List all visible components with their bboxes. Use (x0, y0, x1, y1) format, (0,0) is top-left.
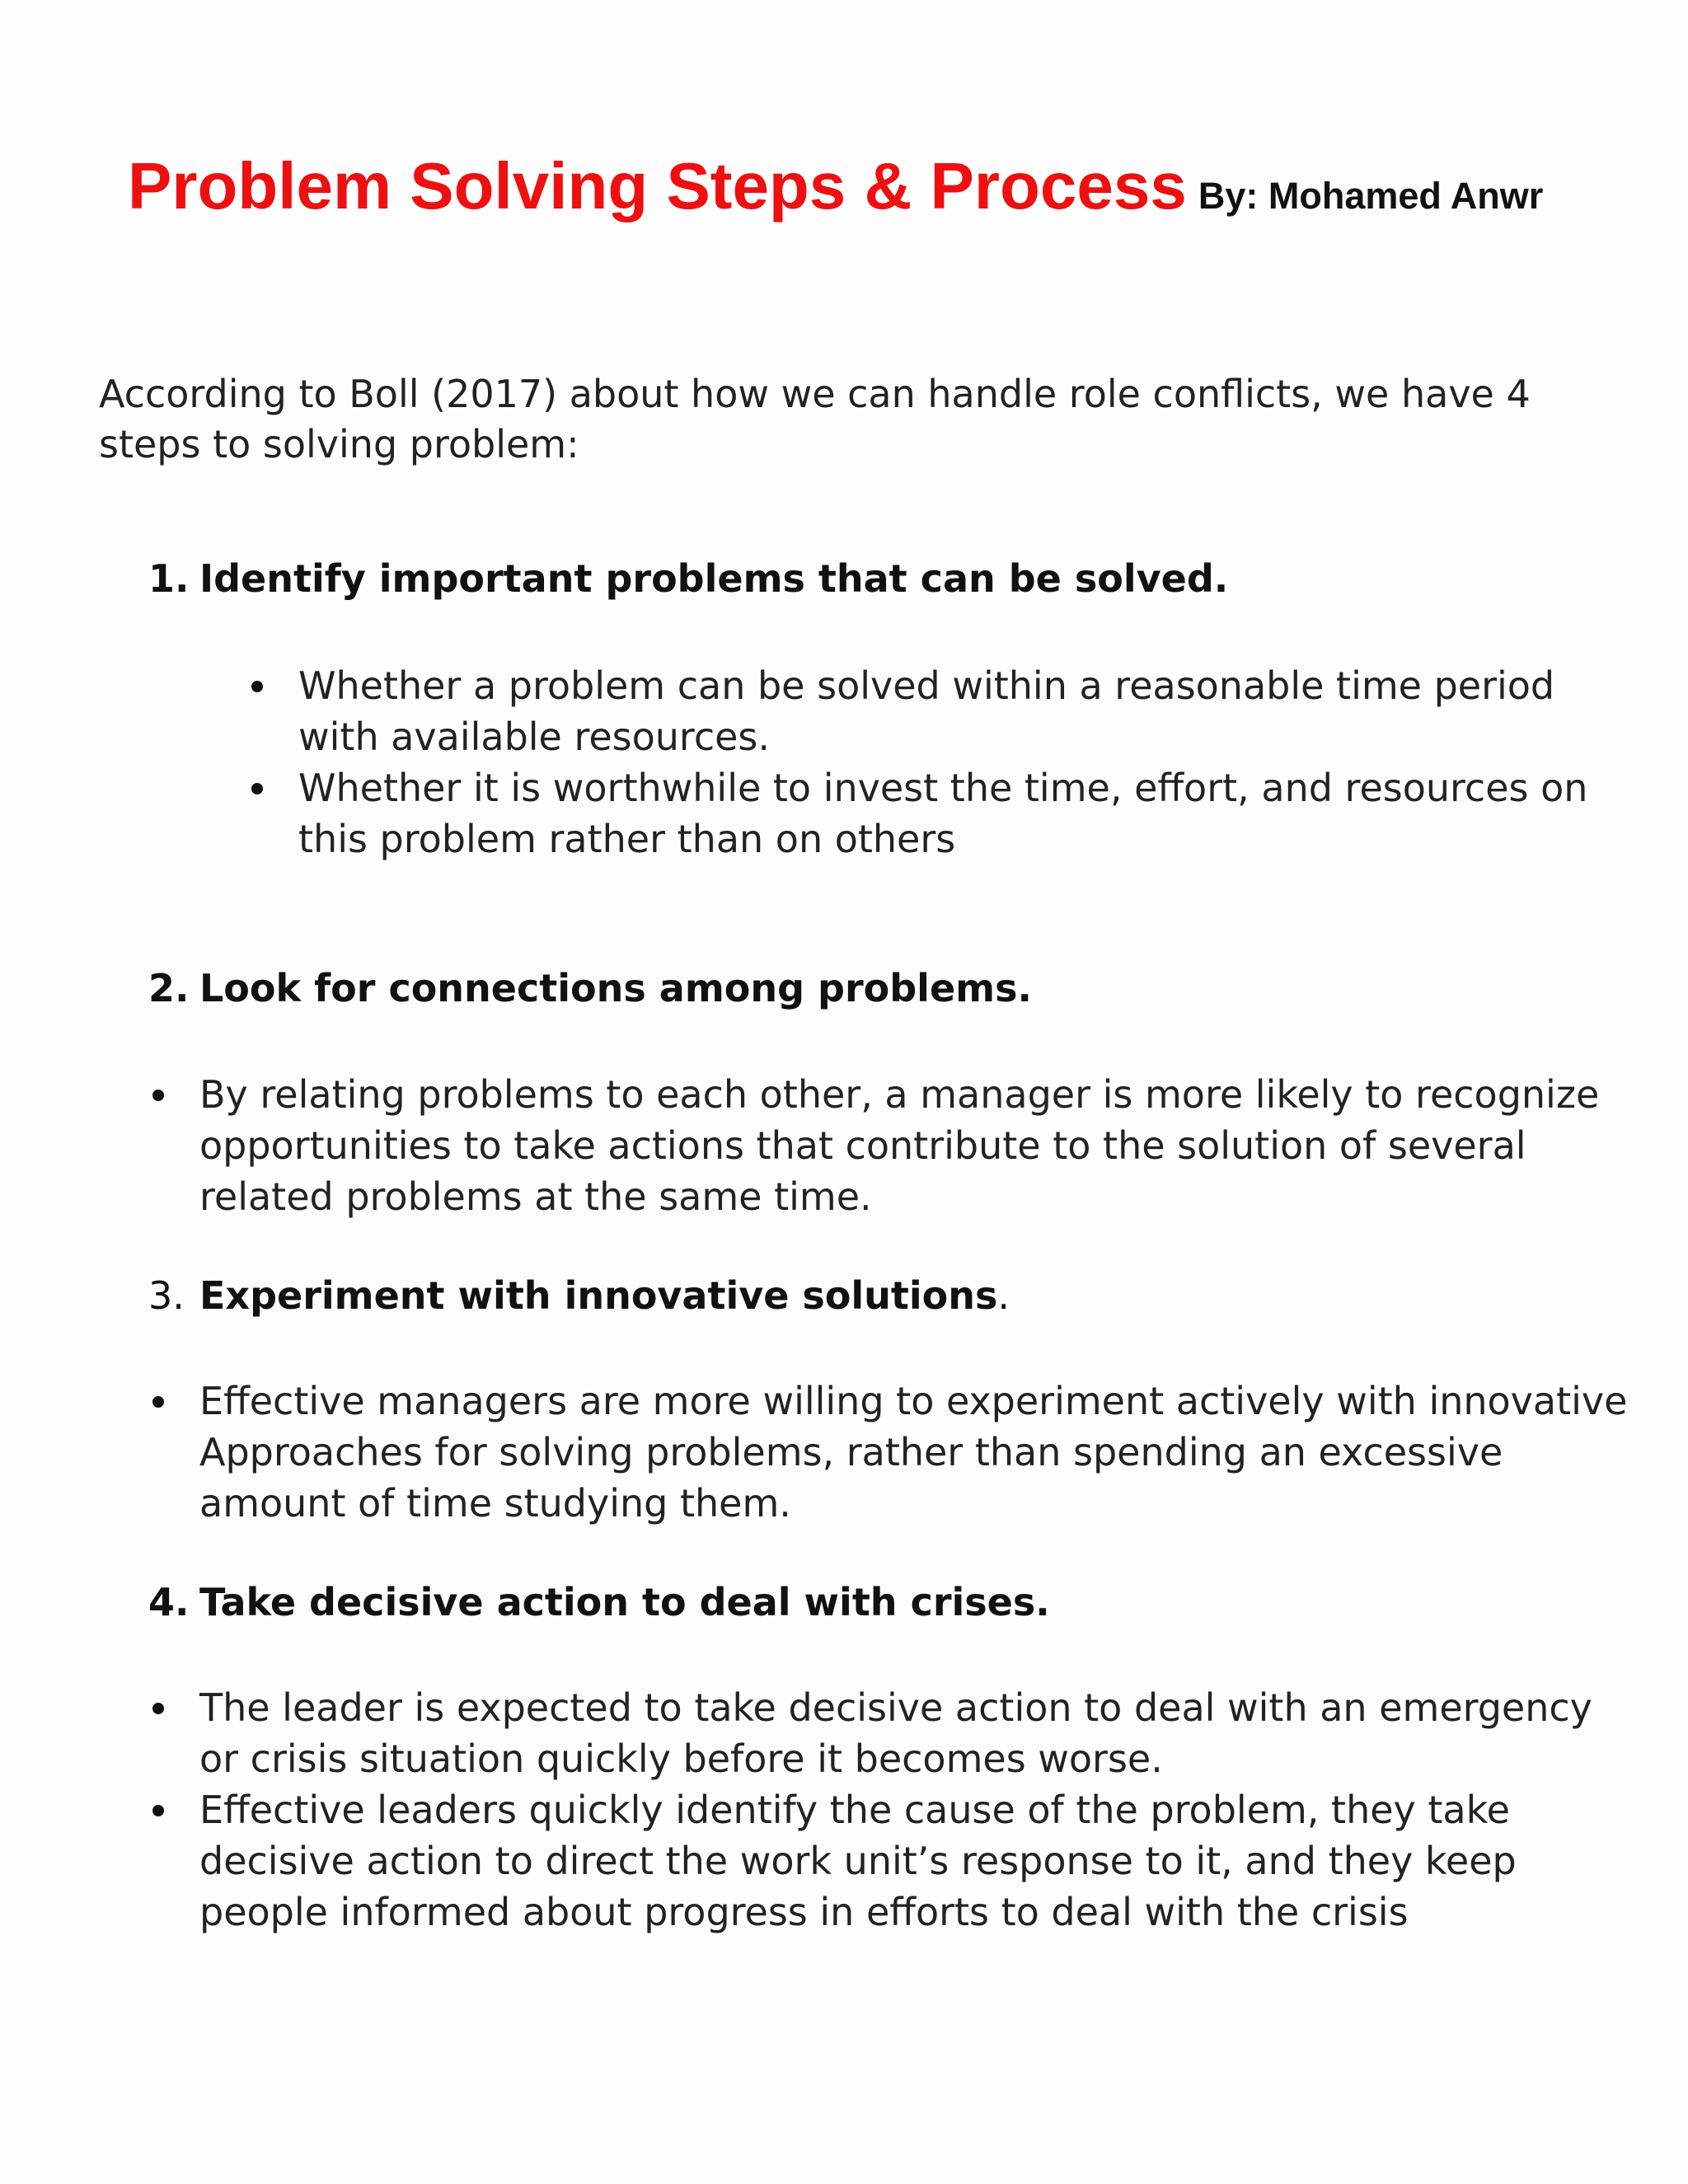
step-number: 2. (148, 966, 190, 1010)
bullet-text: By relating problems to each other, a manager is more likely to recognize opportunities to take actions that contribute to the solution of several related problems at the same time. (199, 1072, 1600, 1219)
bullet-icon (152, 1090, 164, 1101)
list-item (199, 1682, 1634, 1784)
step-title: Experiment with innovative solutions (199, 1273, 998, 1318)
list-item (298, 762, 1601, 865)
bullet-icon (152, 1805, 164, 1816)
author-byline: By: Mohamed Anwr (1198, 175, 1544, 217)
step-title-trailing: . (997, 1273, 1010, 1318)
bullet-icon (251, 681, 263, 692)
step-1-heading (148, 556, 1228, 601)
bullet-text: Effective managers are more willing to experiment actively with innovative Approaches for solving problems, rather than spending an excessive amount of time studying them. (199, 1379, 1628, 1526)
list-item (298, 660, 1601, 762)
list-item (199, 1376, 1634, 1529)
bullet-icon (152, 1396, 164, 1408)
bullet-text: Whether a problem can be solved within a reasonable time period with available resources. (298, 663, 1555, 759)
step-number: 1. (148, 556, 190, 601)
bullet-icon (251, 783, 263, 794)
list-item (199, 1784, 1634, 1938)
title-row (128, 148, 1543, 224)
list-item (199, 1069, 1634, 1222)
step-title: Take decisive action to deal with crises. (199, 1580, 1050, 1624)
step-title: Identify important problems that can be solved. (199, 556, 1229, 601)
bullet-text: The leader is expected to take decisive action to deal with an emergency or crisis situation quickly before it becomes worse. (199, 1685, 1592, 1781)
intro-paragraph: According to Boll (2017) about how we can handle role conflicts, we have 4 steps to solving problem: (99, 372, 1531, 466)
step-3-heading (148, 1273, 1010, 1318)
bullet-icon (152, 1703, 164, 1714)
step-2-heading (148, 966, 1032, 1010)
step-number: 4. (148, 1580, 190, 1624)
step-number: 3. (148, 1273, 185, 1318)
step-title: Look for connections among problems. (199, 966, 1032, 1010)
bullet-text: Effective leaders quickly identify the cause of the problem, they take decisive action to direct the work unit’s response to it, and they keep people informed about progress in efforts to deal with the crisis (199, 1788, 1517, 1934)
page-title: Problem Solving Steps & Process (128, 149, 1187, 223)
step-4-heading (148, 1580, 1050, 1624)
bullet-text: Whether it is worthwhile to invest the time, effort, and resources on this problem rather than on others (298, 766, 1588, 861)
